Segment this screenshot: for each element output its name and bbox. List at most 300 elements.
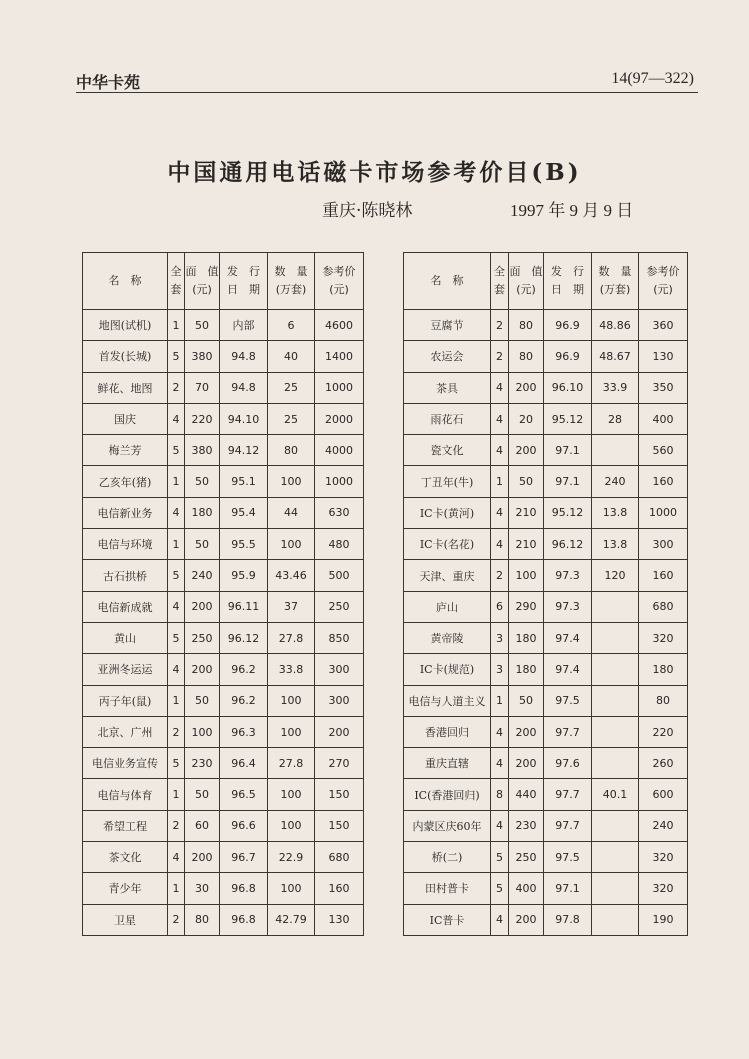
table-row [83,810,364,841]
column-header-price-line: 参考价 [322,265,356,278]
table-row [404,810,688,841]
cell-face: 50 [509,685,544,716]
cell-price: 130 [639,341,688,372]
cell-set: 1 [491,466,509,497]
column-header-quantity-line: 数 量 [598,265,632,278]
cell-name: 雨花石 [404,403,491,434]
cell-price: 150 [315,810,364,841]
table-row [83,685,364,716]
table-row [83,403,364,434]
cell-price: 80 [639,685,688,716]
cell-face: 200 [509,748,544,779]
cell-issue: 96.11 [220,591,268,622]
column-header-face [509,253,544,310]
cell-set: 4 [168,654,185,685]
cell-name: 黄山 [83,622,168,653]
cell-quantity: 44 [268,497,315,528]
cell-name: 电信业务宣传 [83,748,168,779]
cell-face: 80 [509,310,544,341]
column-header-set-line: 套 [494,283,505,296]
cell-face: 200 [509,904,544,935]
cell-quantity: 27.8 [268,622,315,653]
column-header-price-line: 参考价 [646,265,680,278]
cell-issue: 97.1 [544,466,592,497]
cell-issue: 97.7 [544,779,592,810]
cell-quantity: 100 [268,466,315,497]
cell-quantity [592,591,639,622]
cell-set: 1 [168,873,185,904]
table-row [404,403,688,434]
column-header-price-line: (元) [329,283,349,296]
cell-issue: 97.7 [544,716,592,747]
column-header-issue-line: 日 期 [227,283,260,296]
column-header-price [315,253,364,310]
cell-quantity: 43.46 [268,560,315,591]
cell-price: 160 [639,560,688,591]
cell-set: 5 [491,873,509,904]
cell-issue: 97.5 [544,842,592,873]
table-row [83,716,364,747]
table-row [83,560,364,591]
column-header-set [168,253,185,310]
table-row [83,904,364,935]
column-header-face-line: 面 值 [185,265,219,278]
cell-name: 地图(试机) [83,310,168,341]
cell-issue: 96.8 [220,904,268,935]
cell-price: 560 [639,435,688,466]
column-header-face-line: (元) [516,283,536,296]
cell-set: 2 [168,372,185,403]
cell-issue: 96.5 [220,779,268,810]
cell-quantity: 100 [268,529,315,560]
cell-issue: 96.7 [220,842,268,873]
cell-face: 380 [185,341,220,372]
cell-quantity [592,685,639,716]
cell-face: 400 [509,873,544,904]
cell-quantity: 100 [268,810,315,841]
cell-issue: 96.6 [220,810,268,841]
cell-quantity: 13.8 [592,529,639,560]
cell-quantity [592,716,639,747]
table-row [404,466,688,497]
cell-face: 20 [509,403,544,434]
table-row [404,372,688,403]
column-header-quantity [268,253,315,310]
cell-price: 150 [315,779,364,810]
cell-name: 天津、重庆 [404,560,491,591]
column-header-face-line: 面 值 [509,265,543,278]
cell-set: 4 [491,529,509,560]
cell-issue: 95.5 [220,529,268,560]
table-row [83,779,364,810]
cell-name: 农运会 [404,341,491,372]
cell-issue: 95.9 [220,560,268,591]
column-header-quantity [592,253,639,310]
cell-price: 850 [315,622,364,653]
cell-issue: 96.2 [220,654,268,685]
cell-face: 30 [185,873,220,904]
cell-set: 4 [168,591,185,622]
cell-issue: 96.9 [544,310,592,341]
cell-face: 100 [509,560,544,591]
cell-issue: 96.12 [544,529,592,560]
column-header-issue-line: 日 期 [551,283,584,296]
cell-face: 60 [185,810,220,841]
cell-issue: 97.7 [544,810,592,841]
cell-name: 电信与体育 [83,779,168,810]
table-row [404,591,688,622]
cell-face: 200 [185,654,220,685]
cell-name: 茶具 [404,372,491,403]
cell-name: 丁丑年(牛) [404,466,491,497]
cell-price: 240 [639,810,688,841]
cell-set: 2 [491,341,509,372]
column-header-name: 名 称 [404,253,491,310]
cell-quantity [592,810,639,841]
cell-quantity: 22.9 [268,842,315,873]
column-header-quantity-line: (万套) [275,283,307,296]
column-header-price-line: (元) [653,283,673,296]
cell-set: 2 [491,310,509,341]
column-header-face-line: (元) [192,283,212,296]
cell-face: 80 [185,904,220,935]
cell-set: 2 [168,904,185,935]
page-title: 中国通用电话磁卡市场参考价目(B) [167,159,582,186]
cell-quantity [592,842,639,873]
column-header-issue-line: 发 行 [227,265,260,278]
cell-name: 茶文化 [83,842,168,873]
cell-quantity: 48.86 [592,310,639,341]
cell-issue: 内部 [220,310,268,341]
cell-issue: 95.12 [544,497,592,528]
cell-issue: 97.5 [544,685,592,716]
author-byline: 重庆·陈晓林 [322,201,413,221]
cell-face: 250 [185,622,220,653]
cell-name: 梅兰芳 [83,435,168,466]
cell-face: 250 [509,842,544,873]
cell-name: 乙亥年(猪) [83,466,168,497]
cell-face: 220 [185,403,220,434]
column-header-set [491,253,509,310]
cell-face: 50 [185,529,220,560]
cell-face: 210 [509,497,544,528]
cell-price: 1000 [639,497,688,528]
cell-price: 1000 [315,466,364,497]
cell-quantity: 100 [268,873,315,904]
cell-set: 4 [491,904,509,935]
column-header-quantity-line: 数 量 [274,265,308,278]
cell-quantity: 80 [268,435,315,466]
cell-quantity: 37 [268,591,315,622]
table-row [83,654,364,685]
cell-set: 1 [168,685,185,716]
cell-set: 4 [491,810,509,841]
table-row [83,372,364,403]
cell-quantity: 25 [268,403,315,434]
cell-price: 300 [315,685,364,716]
cell-name: 鲜花、地图 [83,372,168,403]
cell-face: 230 [509,810,544,841]
cell-name: 卫星 [83,904,168,935]
page-header [76,70,698,93]
cell-name: 电信与人道主义 [404,685,491,716]
cell-issue: 96.3 [220,716,268,747]
cell-issue: 97.6 [544,748,592,779]
cell-quantity: 100 [268,779,315,810]
cell-price: 680 [315,842,364,873]
cell-price: 480 [315,529,364,560]
table-row [404,748,688,779]
cell-quantity: 6 [268,310,315,341]
cell-name: 古石拱桥 [83,560,168,591]
cell-face: 290 [509,591,544,622]
cell-set: 2 [491,560,509,591]
cell-face: 180 [185,497,220,528]
cell-set: 6 [491,591,509,622]
table-header-row [83,253,364,310]
cell-face: 200 [509,435,544,466]
cell-name: IC卡(规范) [404,654,491,685]
cell-issue: 96.10 [544,372,592,403]
table-row [83,842,364,873]
cell-face: 50 [185,685,220,716]
issue-number: 14(97—322) [611,70,694,87]
cell-price: 200 [315,716,364,747]
table-row [404,716,688,747]
column-header-set-line: 套 [170,283,182,296]
cell-set: 4 [491,435,509,466]
cell-issue: 97.1 [544,873,592,904]
cell-price: 350 [639,372,688,403]
table-row [83,497,364,528]
cell-set: 2 [168,810,185,841]
column-header-name: 名 称 [83,253,168,310]
column-header-issue [544,253,592,310]
cell-quantity [592,904,639,935]
cell-price: 320 [639,842,688,873]
cell-price: 4000 [315,435,364,466]
cell-quantity: 42.79 [268,904,315,935]
table-row [404,529,688,560]
cell-issue: 95.4 [220,497,268,528]
cell-price: 400 [639,403,688,434]
cell-name: 电信新成就 [83,591,168,622]
cell-quantity [592,435,639,466]
cell-price: 160 [639,466,688,497]
cell-issue: 96.8 [220,873,268,904]
cell-name: 重庆直辖 [404,748,491,779]
cell-quantity: 48.67 [592,341,639,372]
cell-set: 5 [168,748,185,779]
cell-face: 210 [509,529,544,560]
table-row [83,748,364,779]
cell-name: 内蒙区庆60年 [404,810,491,841]
cell-price: 250 [315,591,364,622]
cell-set: 5 [168,622,185,653]
date-line: 1997 年 9 月 9 日 [510,201,634,220]
cell-face: 50 [185,779,220,810]
table-row [404,779,688,810]
cell-price: 360 [639,310,688,341]
table-row [83,466,364,497]
cell-name: 黄帝陵 [404,622,491,653]
cell-issue: 97.3 [544,560,592,591]
cell-face: 230 [185,748,220,779]
cell-set: 5 [491,842,509,873]
cell-set: 5 [168,435,185,466]
cell-set: 2 [168,716,185,747]
cell-quantity: 13.8 [592,497,639,528]
cell-set: 4 [168,497,185,528]
cell-price: 190 [639,904,688,935]
table-row [404,497,688,528]
cell-face: 50 [185,466,220,497]
cell-set: 4 [491,497,509,528]
table-row [83,435,364,466]
cell-price: 130 [315,904,364,935]
cell-quantity: 33.9 [592,372,639,403]
table-row [404,685,688,716]
cell-quantity: 27.8 [268,748,315,779]
price-table-left [82,252,364,936]
cell-price: 600 [639,779,688,810]
cell-issue: 96.2 [220,685,268,716]
cell-face: 100 [185,716,220,747]
column-header-face [185,253,220,310]
cell-name: 电信与环境 [83,529,168,560]
table-row [404,873,688,904]
cell-quantity [592,654,639,685]
column-header-issue-line: 发 行 [551,265,584,278]
cell-name: 首发(长城) [83,341,168,372]
table-row [83,873,364,904]
cell-set: 4 [491,748,509,779]
table-row [83,529,364,560]
cell-quantity: 40 [268,341,315,372]
cell-issue: 94.12 [220,435,268,466]
price-table-right [403,252,688,936]
cell-name: 亚洲冬运运 [83,654,168,685]
cell-quantity: 25 [268,372,315,403]
cell-name: 桥(二) [404,842,491,873]
cell-face: 50 [509,466,544,497]
cell-face: 380 [185,435,220,466]
cell-name: 丙子年(鼠) [83,685,168,716]
cell-issue: 97.4 [544,654,592,685]
table-row [404,842,688,873]
cell-set: 1 [168,466,185,497]
cell-price: 300 [315,654,364,685]
table-row [83,341,364,372]
cell-face: 200 [185,591,220,622]
cell-name: 电信新业务 [83,497,168,528]
table-header-row [404,253,688,310]
cell-set: 1 [168,529,185,560]
cell-price: 2000 [315,403,364,434]
table-row [404,435,688,466]
column-header-set-line: 全 [170,265,182,278]
cell-name: IC卡(黄河) [404,497,491,528]
cell-price: 160 [315,873,364,904]
cell-quantity: 240 [592,466,639,497]
cell-set: 1 [168,310,185,341]
cell-face: 80 [509,341,544,372]
cell-quantity: 120 [592,560,639,591]
cell-quantity [592,622,639,653]
cell-issue: 97.4 [544,622,592,653]
cell-name: 豆腐节 [404,310,491,341]
cell-quantity: 28 [592,403,639,434]
table-row [404,622,688,653]
cell-issue: 95.1 [220,466,268,497]
column-header-set-line: 全 [494,265,505,278]
cell-face: 200 [509,372,544,403]
table-row [83,591,364,622]
cell-set: 4 [491,716,509,747]
cell-name: IC卡(名花) [404,529,491,560]
cell-quantity: 100 [268,716,315,747]
cell-issue: 96.9 [544,341,592,372]
cell-face: 200 [509,716,544,747]
cell-quantity: 33.8 [268,654,315,685]
cell-set: 1 [491,685,509,716]
cell-price: 180 [639,654,688,685]
cell-price: 320 [639,622,688,653]
cell-price: 1400 [315,341,364,372]
cell-face: 440 [509,779,544,810]
cell-issue: 96.12 [220,622,268,653]
cell-price: 500 [315,560,364,591]
cell-price: 320 [639,873,688,904]
column-header-quantity-line: (万套) [599,283,631,296]
cell-name: 瓷文化 [404,435,491,466]
cell-set: 4 [491,372,509,403]
cell-issue: 94.8 [220,372,268,403]
cell-price: 270 [315,748,364,779]
cell-face: 50 [185,310,220,341]
cell-set: 4 [168,403,185,434]
cell-quantity [592,748,639,779]
cell-price: 260 [639,748,688,779]
table-row [83,310,364,341]
cell-issue: 97.3 [544,591,592,622]
cell-name: 青少年 [83,873,168,904]
cell-name: 庐山 [404,591,491,622]
cell-face: 200 [185,842,220,873]
cell-price: 680 [639,591,688,622]
cell-set: 5 [168,560,185,591]
cell-quantity: 40.1 [592,779,639,810]
table-row [404,654,688,685]
table-row [404,310,688,341]
cell-set: 5 [168,341,185,372]
cell-price: 220 [639,716,688,747]
cell-issue: 97.1 [544,435,592,466]
cell-price: 300 [639,529,688,560]
cell-set: 1 [168,779,185,810]
cell-face: 240 [185,560,220,591]
cell-name: 国庆 [83,403,168,434]
cell-quantity [592,873,639,904]
table-row [83,622,364,653]
magazine-name: 中华卡苑 [76,73,141,92]
table-row [404,560,688,591]
cell-face: 70 [185,372,220,403]
cell-issue: 94.8 [220,341,268,372]
cell-face: 180 [509,654,544,685]
cell-face: 180 [509,622,544,653]
cell-set: 4 [491,403,509,434]
